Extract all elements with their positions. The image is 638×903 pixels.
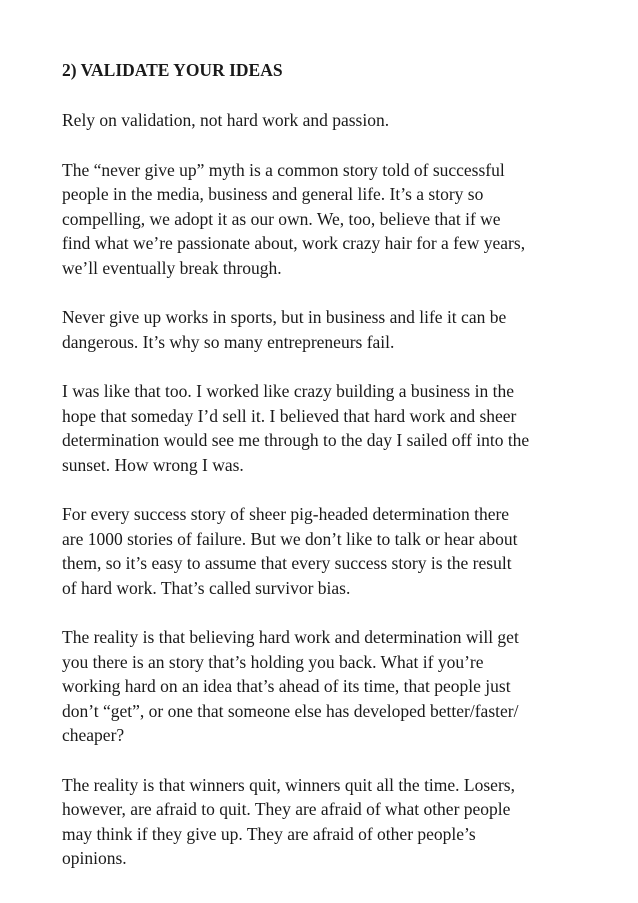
section-heading: 2) VALIDATE YOUR IDEAS bbox=[62, 60, 283, 80]
paragraph-sports-vs-business: Never give up works in sports, but in business and life it can be dangerous. It’s why so many entrepreneurs fail. bbox=[62, 307, 507, 352]
paragraph-reality-hard-work: The reality is that believing hard work and determination will get you there is an story that’s holding you back. What if you’re working hard on an idea that’s ahead of its time, that people just don’t “get”, or one that someone else has developed better/faster/ cheaper? bbox=[62, 627, 519, 745]
paragraph-never-give-up-myth: The “never give up” myth is a common story told of successful people in the media, business and general life. It’s a story so compelling, we adopt it as our own. We, too, believe that if we find what we’re passionate about, work crazy hair for a few years, we’ll eventually break through. bbox=[62, 159, 526, 278]
paragraph-personal-story: I was like that too. I worked like crazy building a business in the hope that someday I’d sell it. I believed that hard work and sheer determination would see me through to the day I sailed off into the sunset. How wrong I was. bbox=[62, 381, 530, 475]
paragraph-tagline: Rely on validation, not hard work and passion. bbox=[62, 110, 390, 130]
paragraph-survivor-bias: For every success story of sheer pig-headed determination there are 1000 stories of failure. But we don’t like to talk or hear about them, so it’s easy to assume that every success story is the result of hard work. That’s called survivor bias. bbox=[62, 504, 518, 598]
paragraph-winners-quit: The reality is that winners quit, winners quit all the time. Losers, however, are afraid to quit. They are afraid of what other people may think if they give up. They are afraid of other people’s opinions. bbox=[62, 774, 515, 868]
